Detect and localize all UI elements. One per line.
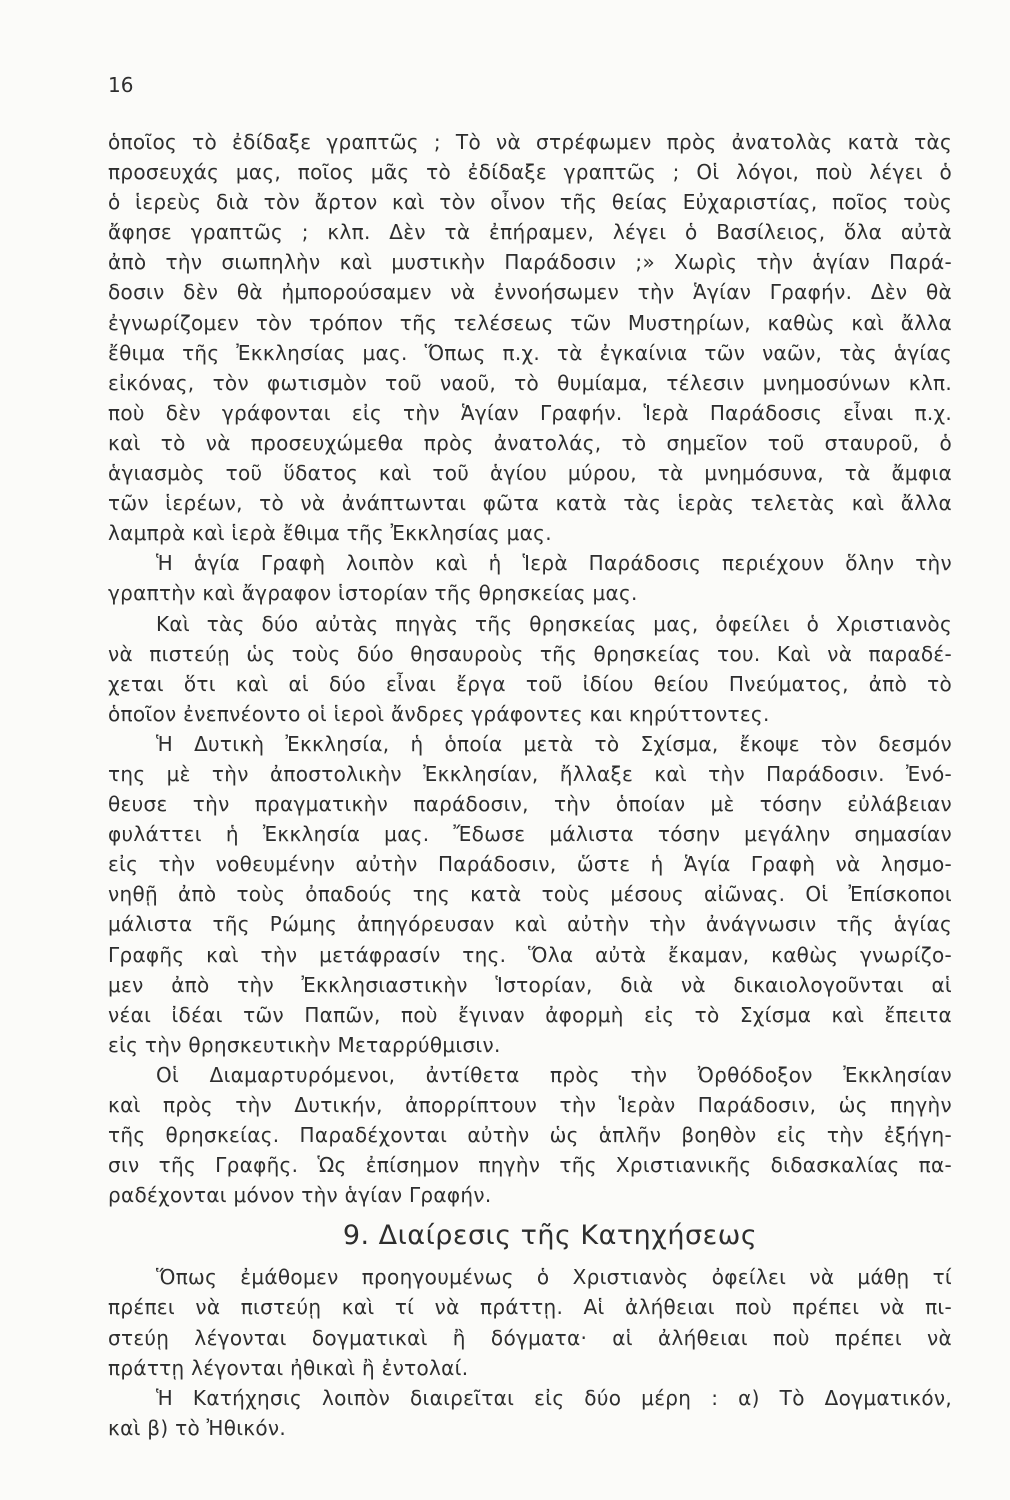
text-line: Γραφῆς καὶ τὴν μετάφρασίν της. Ὅλα αὐτὰ ἔκαμαν, καθὼς γνωρίζο- <box>108 942 952 967</box>
text-line: θευσε τὴν πραγματικὴν παράδοσιν, τὴν ὁποίαν μὲ τόσην εὐλάβειαν <box>108 792 952 817</box>
text-line: καὶ πρὸς τὴν Δυτικήν, ἀπορρίπτουν τὴν Ἱερὰν Παράδοσιν, ὡς πηγὴν <box>108 1093 952 1117</box>
text-line: ἁγιασμὸς τοῦ ὕδατος καὶ τοῦ ἁγίου μύρου, τὰ μνημόσυνα, τὰ ἄμφια <box>108 461 952 486</box>
text-line: Καὶ τὰς δύο αὐτὰς πηγὰς τῆς θρησκείας μας, ὀφείλει ὁ Χριστιανὸς <box>156 611 952 636</box>
text-line: ὁποῖος τὸ ἐδίδαξε γραπτῶς ; Τὸ νὰ στρέφωμεν πρὸς ἀνατολὰς κατὰ τὰς <box>108 130 952 154</box>
text-line: ὁ ἱερεὺς διὰ τὸν ἄρτον καὶ τὸν οἶνον τῆς θείας Εὐχαριστίας, ποῖος τοὺς <box>108 190 952 215</box>
text-line: τῶν ἱερέων, τὸ νὰ ἀνάπτωνται φῶτα κατὰ τὰς ἱερὰς τελετὰς καὶ ἄλλα <box>108 491 952 516</box>
text-line: ἄφησε γραπτῶς ; κλπ. Δὲν τὰ ἐπήραμεν, λέγει ὁ Βασίλειος, ὅλα αὐτὰ <box>108 220 952 245</box>
text-line: νηθῇ ἀπὸ τοὺς ὀπαδούς της κατὰ τοὺς μέσους αἰῶνας. Οἱ Ἐπίσκοποι <box>108 882 952 907</box>
text-line: Ἡ Κατήχησις λοιπὸν διαιρεῖται εἰς δύο μέρη : α) Τὸ Δογματικόν, <box>156 1385 952 1410</box>
text-line: εἰς τὴν θρησκευτικὴν Μεταρρύθμισιν. <box>108 1032 501 1057</box>
text-line: μεν ἀπὸ τὴν Ἐκκλησιαστικὴν Ἱστορίαν, διὰ νὰ δικαιολογοῦνται αἱ <box>108 972 952 997</box>
text-line: ραδέχονται μόνον τὴν ἁγίαν Γραφήν. <box>108 1183 492 1208</box>
text-line: ἀπὸ τὴν σιωπηλὴν καὶ μυστικὴν Παράδοσιν ;» Χωρὶς τὴν ἁγίαν Παρά- <box>108 250 952 275</box>
page-number: 16 <box>108 73 134 97</box>
page-body <box>108 127 952 1443</box>
section-heading: 9. Διαίρεσις τῆς Κατηχήσεως <box>342 1220 758 1252</box>
text-line: σιν τῆς Γραφῆς. Ὡς ἐπίσημον πηγὴν τῆς Χριστιανικῆς διδασκαλίας πα- <box>108 1153 952 1178</box>
paragraph <box>108 609 952 729</box>
text-line: δοσιν δὲν θὰ ἠμπορούσαμεν νὰ ἐννοήσωμεν τὴν Ἁγίαν Γραφήν. Δὲν θὰ <box>108 280 952 305</box>
paragraph <box>108 1383 952 1443</box>
text-line: εἰκόνας, τὸν φωτισμὸν τοῦ ναοῦ, τὸ θυμίαμα, τέλεσιν μνημοσύνων κλπ. <box>108 370 952 395</box>
text-line: Οἱ Διαμαρτυρόμενοι, ἀντίθετα πρὸς τὴν Ὀρθόδοξον Ἐκκλησίαν <box>156 1062 952 1087</box>
paragraph <box>108 729 952 1060</box>
text-line: λαμπρὰ καὶ ἱερὰ ἔθιμα τῆς Ἐκκλησίας μας. <box>108 521 552 546</box>
paragraph <box>108 1060 952 1210</box>
text-line: φυλάττει ἡ Ἐκκλησία μας. Ἔδωσε μάλιστα τόσην μεγάλην σημασίαν <box>108 822 952 847</box>
text-line: ἐγνωρίζομεν τὸν τρόπον τῆς τελέσεως τῶν Μυστηρίων, καθὼς καὶ ἄλλα <box>108 310 952 335</box>
paragraph <box>108 127 952 548</box>
paragraph <box>108 548 952 608</box>
text-line: Ἡ Δυτικὴ Ἐκκλησία, ἡ ὁποία μετὰ τὸ Σχίσμα, ἔκοψε τὸν δεσμόν <box>156 731 952 756</box>
text-line: ἔθιμα τῆς Ἐκκλησίας μας. Ὅπως π.χ. τὰ ἐγκαίνια τῶν ναῶν, τὰς ἁγίας <box>108 340 952 365</box>
paragraph <box>108 1262 952 1382</box>
text-line: καὶ τὸ νὰ προσευχώμεθα πρὸς ἀνατολάς, τὸ σημεῖον τοῦ σταυροῦ, ὁ <box>108 430 952 455</box>
text-line: καὶ β) τὸ Ἠθικόν. <box>108 1415 287 1440</box>
text-line: χεται ὅτι καὶ αἱ δύο εἶναι ἔργα τοῦ ἰδίου θείου Πνεύματος, ἀπὸ τὸ <box>108 671 952 696</box>
text-line: νὰ πιστεύῃ ὡς τοὺς δύο θησαυροὺς τῆς θρησκείας του. Καὶ νὰ παραδέ- <box>108 641 952 666</box>
text-line: προσευχάς μας, ποῖος μᾶς τὸ ἐδίδαξε γραπτῶς ; Οἱ λόγοι, ποὺ λέγει ὁ <box>108 160 952 185</box>
text-line: Ὅπως ἐμάθομεν προηγουμένως ὁ Χριστιανὸς ὀφείλει νὰ μάθῃ τί <box>156 1265 952 1290</box>
text-line: πρέπει νὰ πιστεύῃ καὶ τί νὰ πράττῃ. Αἱ ἀλήθειαι ποὺ πρέπει νὰ πι- <box>108 1295 952 1320</box>
text-line: εἰς τὴν νοθευμένην αὐτὴν Παράδοσιν, ὥστε ἡ Ἁγία Γραφὴ νὰ λησμο- <box>108 852 952 877</box>
text-line: της μὲ τὴν ἀποστολικὴν Ἐκκλησίαν, ἤλλαξε καὶ τὴν Παράδοσιν. Ἐνό- <box>108 761 952 786</box>
text-line: τῆς θρησκείας. Παραδέχονται αὐτὴν ὡς ἁπλῆν βοηθὸν εἰς τὴν ἐξήγη- <box>108 1123 952 1148</box>
text-line: Ἡ ἁγία Γραφὴ λοιπὸν καὶ ἡ Ἱερὰ Παράδοσις περιέχουν ὅλην τὴν <box>156 551 952 576</box>
text-line: πράττῃ λέγονται ἠθικαὶ ἢ ἐντολαί. <box>108 1355 469 1380</box>
text-line: ὁποῖον ἐνεπνέοντο οἱ ἱεροὶ ἄνδρες γράφοντες και κηρύττοντες. <box>108 701 770 726</box>
text-line: μάλιστα τῆς Ρώμης ἀπηγόρευσαν καὶ αὐτὴν τὴν ἀνάγνωσιν τῆς ἁγίας <box>108 912 952 937</box>
text-line: γραπτὴν καὶ ἄγραφον ἱστορίαν τῆς θρησκείας μας. <box>108 581 638 606</box>
text-line: ποὺ δὲν γράφονται εἰς τὴν Ἁγίαν Γραφήν. Ἱερὰ Παράδοσις εἶναι π.χ. <box>108 400 952 425</box>
text-line: στεύῃ λέγονται δογματικαὶ ἢ δόγματα· αἱ ἀλήθειαι ποὺ πρέπει νὰ <box>108 1325 952 1350</box>
text-line: νέαι ἰδέαι τῶν Παπῶν, ποὺ ἔγιναν ἀφορμὴ εἰς τὸ Σχίσμα καὶ ἔπειτα <box>108 1002 952 1027</box>
